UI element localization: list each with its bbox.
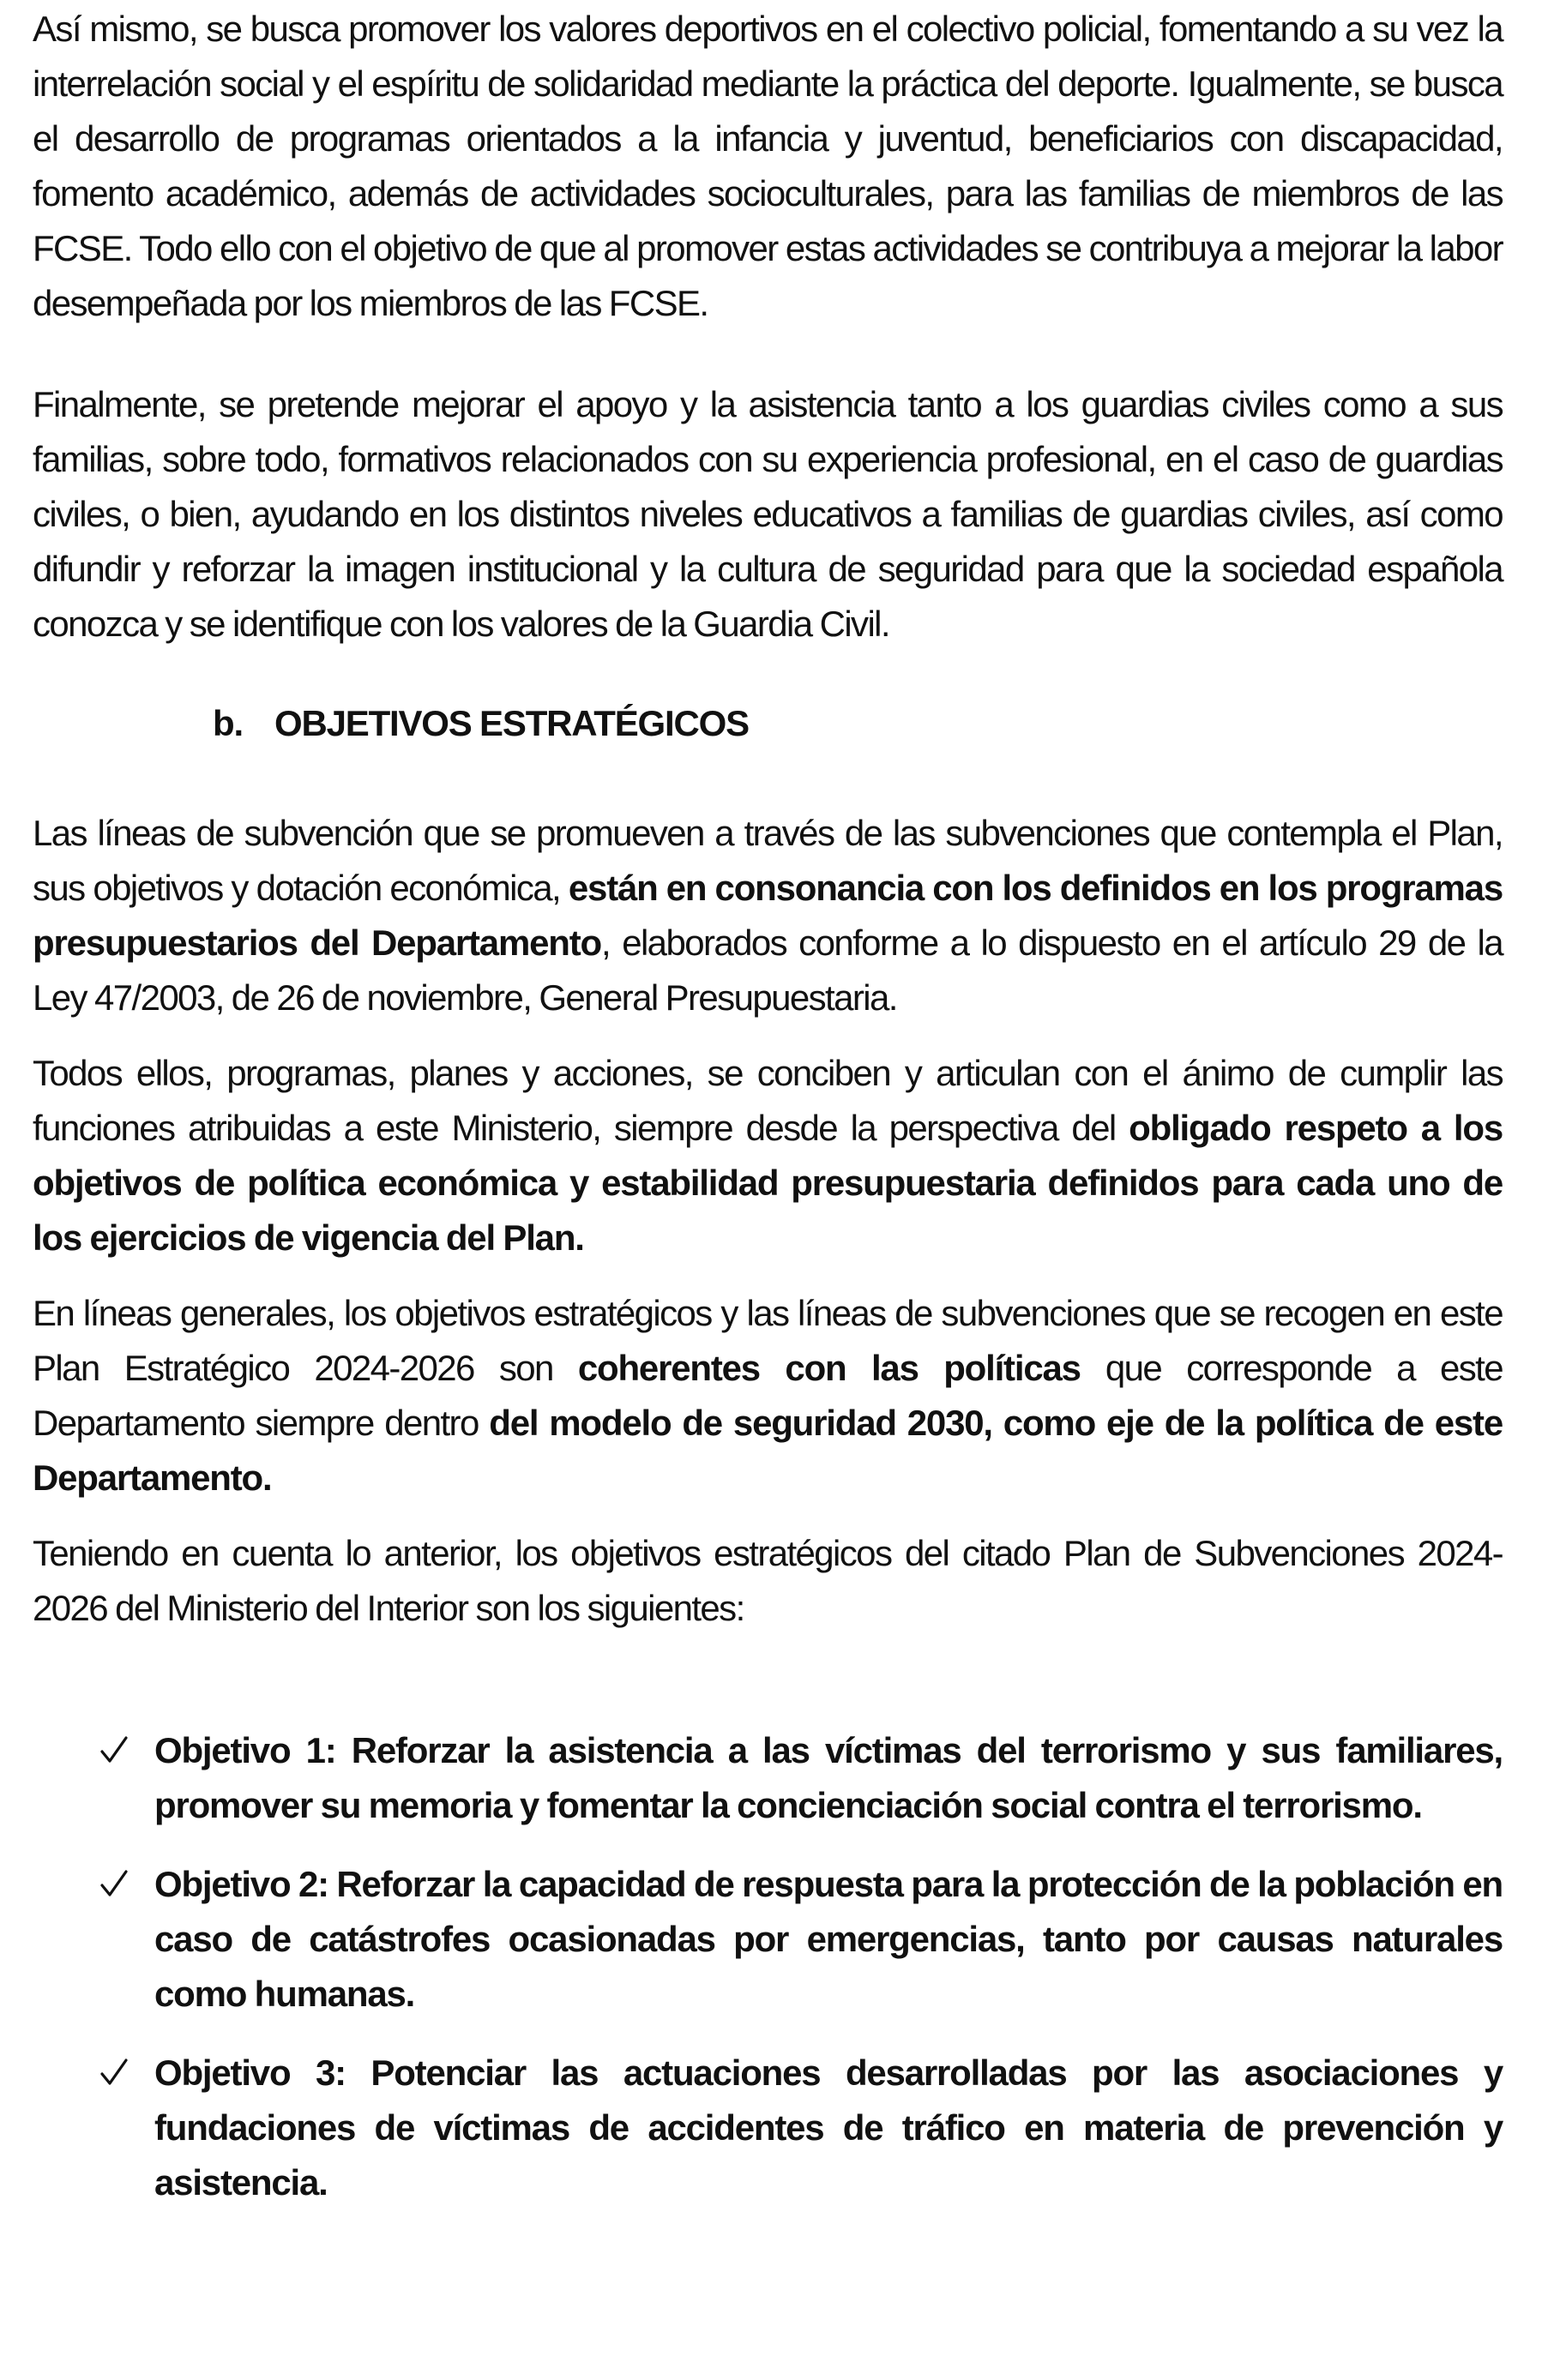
paragraph-5-text-2: que corresponde a este Departamento siempre dentro xyxy=(33,1348,1503,1443)
objective-text-1: Objetivo 1: Reforzar la asistencia a las víctimas del terrorismo y sus familiares, promover su memoria y fomentar la concienciación social contra el terrorismo. xyxy=(154,1730,1503,1825)
checkmark-icon xyxy=(97,2046,131,2101)
objective-text-3: Objetivo 3: Potenciar las actuaciones desarrolladas por las asociaciones y fundaciones de víctimas de accidentes de tráfico en materia de prevención y asistencia. xyxy=(154,2052,1503,2203)
section-heading-letter: b. xyxy=(213,703,243,743)
paragraph-3-text-2: , elaborados conforme a lo dispuesto en el artículo 29 de la Ley 47/2003, de 26 de noviembre, General Presupuestaria. xyxy=(33,923,1503,1018)
checkmark-icon xyxy=(97,1723,131,1778)
paragraph-4-text-1: Todos ellos, programas, planes y acciones, se conciben y articulan con el ánimo de cumplir las funciones atribuidas a este Ministerio, siempre desde la perspectiva del xyxy=(33,1053,1503,1148)
paragraph-guardia-civil-support: Finalmente, se pretende mejorar el apoyo y la asistencia tanto a los guardias civiles como a sus familias, sobre todo, formativos relacionados con su experiencia profesional, en el caso de guardias civiles, o bien, ayudando en los distintos niveles educativos a familias de guardias civiles, así como difundir y reforzar la imagen institucional y la cultura de seguridad para que la sociedad española conozca y se identifique con los valores de la Guardia Civil. xyxy=(33,384,1503,644)
paragraph-4-bold-1: obligado respeto a los objetivos de política económica y estabilidad presupuestaria definidos para cada uno de los ejercicios de vigencia del Plan. xyxy=(33,1108,1503,1258)
paragraph-sports-values: Así mismo, se busca promover los valores deportivos en el colectivo policial, fomentando a su vez la interrelación social y el espíritu de solidaridad mediante la práctica del deporte. Igualmente, se busca el desarrollo de programas orientados a la infancia y juventud, beneficiarios con discapacidad, fomento académico, además de actividades socioculturales, para las familias de miembros de las FCSE. Todo ello con el objetivo de que al promover estas actividades se contribuya a mejorar la labor desempeñada por los miembros de las FCSE. xyxy=(33,9,1503,323)
paragraph-objectives-intro: Teniendo en cuenta lo anterior, los objetivos estratégicos del citado Plan de Subvenciones 2024-2026 del Ministerio del Interior son los siguientes: xyxy=(33,1533,1503,1628)
section-heading-title: OBJETIVOS ESTRATÉGICOS xyxy=(274,703,749,743)
paragraph-5-bold-1: coherentes con las políticas xyxy=(577,1348,1081,1388)
paragraph-subsidy-lines xyxy=(33,806,1503,1025)
paragraph-5-text-1: En líneas generales, los objetivos estratégicos y las líneas de subvenciones que se recogen en este Plan Estratégico 2024-2026 son xyxy=(33,1293,1503,1388)
paragraph-3-text-1: Las líneas de subvención que se promueven a través de las subvenciones que contempla el Plan, sus objetivos y dotación económica, xyxy=(33,813,1503,908)
section-heading xyxy=(213,696,749,751)
paragraph-general-lines xyxy=(33,1286,1503,1506)
objective-text-2: Objetivo 2: Reforzar la capacidad de respuesta para la protección de la población en caso de catástrofes ocasionadas por emergencias, tanto por causas naturales como humanas. xyxy=(154,1864,1503,2014)
paragraph-programs-plans xyxy=(33,1046,1503,1265)
paragraph-5-bold-2: del modelo de seguridad 2030, como eje de la política de este Departamento. xyxy=(33,1403,1503,1498)
checkmark-icon xyxy=(97,1857,131,1912)
paragraph-3-bold-1: están en consonancia con los definidos en los programas presupuestarios del Departamento xyxy=(33,868,1503,963)
